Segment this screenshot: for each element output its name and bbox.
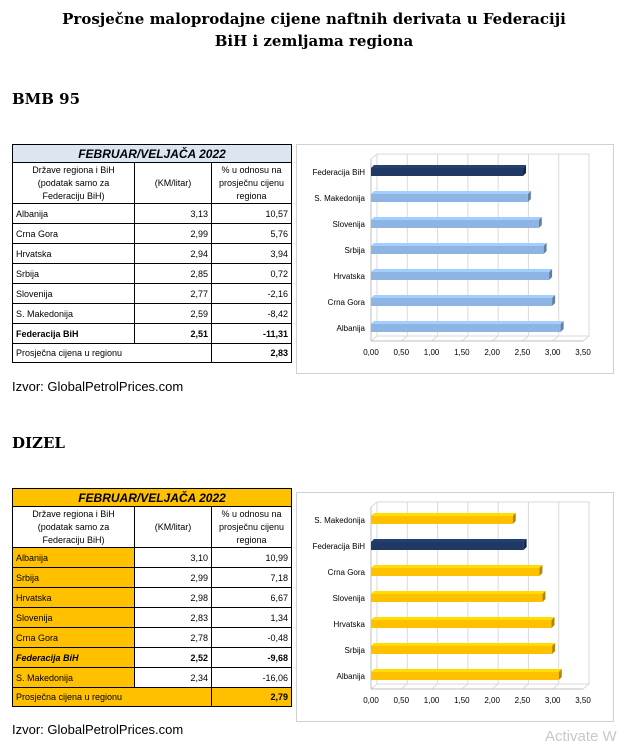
bar-top [371,591,545,594]
col-header-pct: % u odnosu na prosječnu cijenu regiona [212,163,292,204]
x-tick-label: 3,00 [544,696,561,705]
y-category-label: S. Makedonija [314,194,365,203]
bar-top [371,217,542,220]
bar-front [371,542,524,550]
bmb95-table [12,144,292,363]
bar-front [371,594,542,602]
table-row: Albanija 3,10 10,99 [13,548,292,568]
x-tick-label: 1,50 [454,696,470,705]
col-header-country: Države regiona i BiH (podatak samo za Federaciju BiH) [13,163,135,204]
bar-slovenija [371,591,545,602]
section-heading-bmb95: BMB 95 [12,90,81,108]
page-title: Prosječne maloprodajne cijene naftnih derivata u Federaciji BiH i zemljama regiona [62,10,566,50]
y-category-label: Crna Gora [327,298,365,307]
y-category-label: Slovenija [332,220,365,229]
y-category-label: Hrvatska [333,272,365,281]
table-row-average: Prosječna cijena u regionu 2,83 [13,344,292,363]
table-period: FEBRUAR/VELJAČA 2022 [13,145,292,163]
activate-watermark: Activate W [545,728,617,745]
bar-albanija [371,321,564,332]
table-row-average: Prosječna cijena u regionu 2,79 [13,688,292,707]
dizel-chart [296,492,614,722]
bar-srbija [371,643,555,654]
bar-front [371,246,544,254]
bar-top [371,295,555,298]
bar-top [371,539,527,542]
y-category-label: Hrvatska [333,620,365,629]
y-category-label: S. Makedonija [314,516,365,525]
bar-front [371,168,523,176]
table-row: Srbija 2,99 7,18 [13,568,292,588]
axis-depth [371,154,377,159]
bar-crna-gora [371,295,555,306]
y-category-label: Albanija [336,324,365,333]
bar-front [371,272,549,280]
x-tick-label: 3,50 [575,348,591,357]
col-header-country: Države regiona i BiH (podatak samo za Federaciju BiH) [13,507,135,548]
bar-top [371,269,552,272]
col-header-price: (KM/litar) [135,507,212,548]
y-category-label: Srbija [344,246,365,255]
table-row: Slovenija 2,77 -2,16 [13,284,292,304]
gridline-floor [583,336,589,341]
bar-hrvatska [371,617,555,628]
bar-front [371,620,552,628]
table-row: Srbija 2,85 0,72 [13,264,292,284]
bar-top [371,513,516,516]
gridline-floor [522,336,528,341]
bar-front [371,672,559,680]
gridline-floor [432,336,438,341]
table-row: Hrvatska 2,98 6,67 [13,588,292,608]
x-tick-label: 0,50 [393,348,410,357]
gridline-floor [432,684,438,689]
x-tick-label: 2,50 [514,348,531,357]
bar-federacija-bih [371,165,526,176]
bar-s-makedonija [371,191,531,202]
bar-top [371,565,542,568]
x-tick-label: 3,00 [544,348,561,357]
table-period: FEBRUAR/VELJAČA 2022 [13,489,292,507]
section-heading-dizel: DIZEL [12,434,65,452]
bar-srbija [371,243,547,254]
table-row: Slovenija 2,83 1,34 [13,608,292,628]
x-tick-label: 1,00 [423,348,440,357]
bar-front [371,646,552,654]
dizel-table [12,488,292,707]
bar-top [371,243,547,246]
dizel-bar-chart [297,493,613,721]
bar-front [371,220,539,228]
col-header-pct: % u odnosu na prosječnu cijenu regiona [212,507,292,548]
table-row: S. Makedonija 2,59 -8,42 [13,304,292,324]
table-row: Crna Gora 2,99 5,76 [13,224,292,244]
bar-top [371,191,531,194]
source-note-dizel: Izvor: GlobalPetrolPrices.com [12,722,184,737]
gridline-floor [371,336,377,341]
bar-top [371,643,555,646]
x-tick-label: 2,50 [514,696,531,705]
bar-federacija-bih [371,539,527,550]
gridline-floor [371,684,377,689]
x-tick-label: 1,00 [423,696,440,705]
y-category-label: Srbija [344,646,365,655]
x-tick-label: 0,00 [363,696,379,705]
x-tick-label: 0,50 [393,696,410,705]
bar-front [371,324,561,332]
x-tick-label: 2,00 [484,696,500,705]
gridline-floor [492,336,498,341]
axis-depth [371,502,377,507]
bar-top [371,165,526,168]
x-tick-label: 1,50 [454,348,470,357]
table-row: Hrvatska 2,94 3,94 [13,244,292,264]
table-row: S. Makedonija 2,34 -16,06 [13,668,292,688]
bar-top [371,669,562,672]
x-tick-label: 3,50 [575,696,591,705]
col-header-price: (KM/litar) [135,163,212,204]
gridline-floor [462,684,468,689]
bar-front [371,194,528,202]
gridline-floor [553,336,559,341]
bar-front [371,516,513,524]
table-row-fbih: Federacija BiH 2,51 -11,31 [13,324,292,344]
gridline-floor [553,684,559,689]
bar-s-makedonija [371,513,516,524]
bmb95-chart [296,144,614,374]
bar-crna-gora [371,565,542,576]
gridline-floor [462,336,468,341]
x-tick-label: 0,00 [363,348,379,357]
bar-front [371,568,539,576]
gridline-floor [492,684,498,689]
table-row: Crna Gora 2,78 -0,48 [13,628,292,648]
source-note-bmb95: Izvor: GlobalPetrolPrices.com [12,379,184,394]
gridline-floor [522,684,528,689]
gridline-floor [401,336,407,341]
bar-slovenija [371,217,542,228]
y-category-label: Crna Gora [327,568,365,577]
bar-top [371,617,555,620]
table-row: Albanija 3,13 10,57 [13,204,292,224]
y-category-label: Albanija [336,672,365,681]
gridline-floor [583,684,589,689]
table-row-fbih: Federacija BiH 2,52 -9,68 [13,648,292,668]
y-category-label: Federacija BiH [312,542,365,551]
gridline-floor [401,684,407,689]
bmb95-bar-chart [297,145,613,373]
bar-albanija [371,669,562,680]
bar-front [371,298,552,306]
bar-top [371,321,564,324]
x-tick-label: 2,00 [484,348,500,357]
bar-hrvatska [371,269,552,280]
y-category-label: Federacija BiH [312,168,365,177]
y-category-label: Slovenija [332,594,365,603]
